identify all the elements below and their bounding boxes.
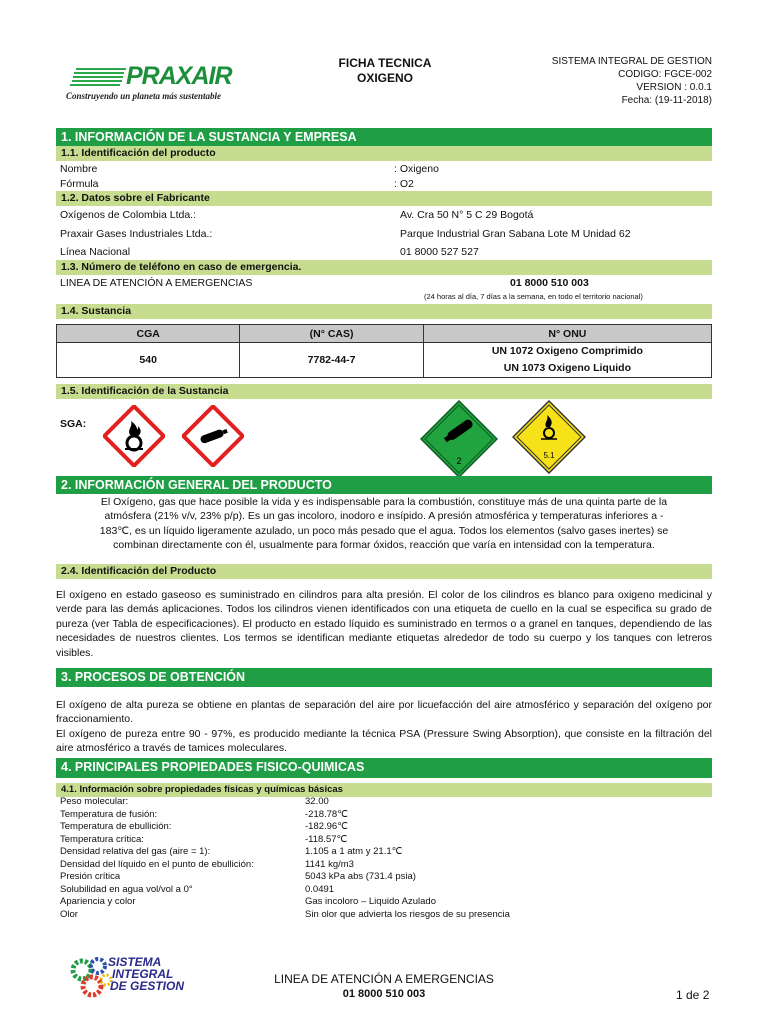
section-1-title: 1. INFORMACIÓN DE LA SUSTANCIA Y EMPRESA bbox=[56, 128, 712, 146]
property-label: Peso molecular: bbox=[60, 796, 129, 807]
list-item bbox=[60, 859, 510, 872]
cga-header: CGA bbox=[57, 325, 240, 343]
cas-header: (N° CAS) bbox=[240, 325, 423, 343]
property-value: 1141 kg/m3 bbox=[305, 858, 354, 870]
onu-value-1: UN 1072 Oxigeno Comprimido bbox=[491, 345, 643, 357]
manufacturer-1-address: Av. Cra 50 N° 5 C 29 Bogotá bbox=[400, 209, 534, 221]
subsection-4-1: 4.1. Información sobre propiedades físicas y químicas básicas bbox=[56, 783, 712, 797]
document-version: VERSION : 0.0.1 bbox=[636, 82, 712, 93]
subsection-1-5: 1.5. Identificación de la Sustancia bbox=[56, 384, 712, 399]
property-value: -182.96℃ bbox=[305, 821, 348, 832]
system-name: SISTEMA INTEGRAL DE GESTION bbox=[551, 56, 712, 67]
praxair-logo bbox=[66, 64, 256, 104]
general-info-paragraph bbox=[56, 495, 712, 553]
system-info bbox=[552, 55, 712, 107]
subsection-1-2: 1.2. Datos sobre el Fabricante bbox=[56, 191, 712, 206]
manufacturer-2-address: Parque Industrial Gran Sabana Lote M Unidad 62 bbox=[400, 228, 631, 240]
cas-value: 7782-44-7 bbox=[240, 343, 423, 378]
sistema-integral-logo bbox=[70, 954, 190, 1002]
logo-line-integral: INTEGRAL bbox=[112, 967, 174, 981]
subsection-1-1: 1.1. Identificación del producto bbox=[56, 146, 712, 161]
general-info-line-2: atmósfera (21% v/v, 23% p/p). Es un gas incoloro, inodoro e insípido. A presión atmosférica y temperaturas inferiores a - bbox=[104, 510, 664, 523]
onu-values bbox=[423, 343, 711, 378]
general-info-line-1: El Oxígeno, gas que hace posible la vida y es indispensable para la combustión, constituye más de una quinta parte de la bbox=[100, 496, 668, 508]
national-line-label: Línea Nacional bbox=[60, 246, 131, 258]
list-item bbox=[60, 846, 510, 859]
property-label: Solubilidad en agua vol/vol a 0° bbox=[60, 883, 193, 895]
list-item bbox=[60, 834, 510, 847]
properties-list bbox=[60, 796, 510, 921]
list-item bbox=[60, 796, 510, 809]
sga-label: SGA: bbox=[60, 418, 87, 430]
formula-label: Fórmula bbox=[60, 178, 99, 190]
product-identification-paragraph: El oxígeno en estado gaseoso es suministrado en cilindros para alta presión. El color de los cilindros es blanco para oxigeno medicinal y verde para las demás aplicaciones. Todos los cilindros vienen identificados con una etiqueta de cuello en la cual se especifica su grado de pureza (ver Tabla de especificaciones). El producto en estado líquido es suministrado en termos o a granel en tanques, dependiendo de las necesidades de nuestros clientes. Los termos se identifican mediante etiquetas alrededor de todo su cuerpo y los tanques con letreros visibles. bbox=[56, 589, 712, 659]
process-paragraph-2: El oxígeno de pureza entre 90 - 97%, es producido mediante la técnica PSA (Pressure Swing Absorption), que consiste en la filtración del aire atmosférico a través de tamices moleculares. bbox=[56, 728, 712, 755]
property-value: Sin olor que advierta los riesgos de su presencia bbox=[305, 908, 510, 920]
logo-line-sistema: SISTEMA bbox=[108, 955, 162, 969]
document-title bbox=[310, 56, 460, 86]
footer-emergency-label: LINEA DE ATENCIÓN A EMERGENCIAS bbox=[274, 972, 494, 986]
property-label: Olor bbox=[60, 908, 78, 920]
substance-table bbox=[56, 324, 712, 378]
section-4-title: 4. PRINCIPALES PROPIEDADES FISICO-QUIMICAS bbox=[56, 758, 712, 778]
praxair-slogan: Construyendo un planeta más sustentable bbox=[66, 91, 222, 101]
table-header-row bbox=[57, 325, 712, 343]
property-value: 1.105 a 1 atm y 21.1℃ bbox=[305, 846, 403, 857]
general-info-line-3: 183℃, es un líquido ligeramente azulado, un poco más pesado que el agua. Todos los elementos (salvo gases inertes) se bbox=[99, 524, 669, 537]
property-value: 32.00 bbox=[305, 796, 329, 807]
formula-value: : O2 bbox=[394, 178, 414, 190]
manufacturer-2-name: Praxair Gases Industriales Ltda.: bbox=[60, 228, 213, 240]
diamond-class-5-1-number: 5.1 bbox=[543, 451, 555, 460]
praxair-logo-text: PRAXAIR bbox=[126, 62, 232, 90]
emergency-line-number: 01 8000 510 003 bbox=[510, 277, 589, 289]
green-nonflammable-gas-diamond-icon bbox=[420, 400, 498, 478]
subsection-1-3: 1.3. Número de teléfono en caso de emergencia. bbox=[56, 260, 712, 275]
property-value: -218.78℃ bbox=[305, 808, 348, 820]
subsection-1-4: 1.4. Sustancia bbox=[56, 304, 712, 319]
emergency-line-note: (24 horas al día, 7 días a la semana, en todo el territorio nacional) bbox=[424, 292, 643, 301]
oxidizer-ghs-pictogram-icon bbox=[103, 405, 165, 467]
page-number: 1 de 2 bbox=[676, 988, 710, 1002]
list-item bbox=[60, 896, 510, 909]
document-date: Fecha: (19-11-2018) bbox=[621, 95, 712, 106]
yellow-oxidizer-diamond-icon bbox=[512, 400, 586, 474]
title-line-1: FICHA TECNICA bbox=[338, 56, 432, 70]
nombre-value: : Oxigeno bbox=[394, 163, 439, 175]
list-item bbox=[60, 909, 510, 922]
property-label: Temperatura de ebullición: bbox=[60, 821, 172, 832]
process-paragraph-1: El oxígeno de alta pureza se obtiene en plantas de separación del aire por licuefacción del aire atmosférico y separación del oxígeno por fraccionamiento. bbox=[56, 699, 712, 726]
property-label: Temperatura crítica: bbox=[60, 833, 144, 845]
table-row bbox=[57, 343, 712, 378]
section-3-title: 3. PROCESOS DE OBTENCIÓN bbox=[56, 668, 712, 687]
footer-emergency bbox=[234, 972, 534, 1000]
property-label: Densidad del líquido en el punto de ebullición: bbox=[60, 858, 254, 870]
logo-line-de-gestion: DE GESTION bbox=[110, 979, 185, 993]
footer-emergency-number: 01 8000 510 003 bbox=[342, 988, 426, 1000]
list-item bbox=[60, 884, 510, 897]
property-value: 0.0491 bbox=[305, 883, 335, 895]
property-value: Gas incoloro – Liquido Azulado bbox=[305, 896, 436, 907]
property-value: -118.57℃ bbox=[305, 833, 348, 845]
subsection-2-4: 2.4. Identificación del Producto bbox=[56, 564, 712, 579]
title-line-2: OXIGENO bbox=[356, 71, 413, 85]
property-value: 5043 kPa abs (731.4 psia) bbox=[305, 871, 416, 882]
section-2-title: 2. INFORMACIÓN GENERAL DEL PRODUCTO bbox=[56, 476, 712, 494]
list-item bbox=[60, 809, 510, 822]
national-line-number: 01 8000 527 527 bbox=[400, 246, 479, 258]
property-label: Apariencia y color bbox=[60, 896, 136, 907]
document-code: CODIGO: FGCE-002 bbox=[618, 69, 712, 80]
property-label: Densidad relativa del gas (aire = 1): bbox=[60, 846, 211, 857]
manufacturer-1-name: Oxígenos de Colombia Ltda.: bbox=[60, 209, 196, 221]
praxair-stripes-icon bbox=[70, 66, 128, 88]
emergency-line-label: LINEA DE ATENCIÓN A EMERGENCIAS bbox=[60, 277, 253, 289]
nombre-label: Nombre bbox=[60, 163, 98, 175]
property-label: Temperatura de fusión: bbox=[60, 808, 158, 820]
onu-value-2: UN 1073 Oxigeno Liquido bbox=[503, 362, 631, 374]
cga-value: 540 bbox=[57, 343, 240, 378]
list-item bbox=[60, 821, 510, 834]
gas-cylinder-ghs-pictogram-icon bbox=[182, 405, 244, 467]
onu-header: N° ONU bbox=[423, 325, 711, 343]
diamond-class-2-number: 2 bbox=[456, 456, 462, 466]
property-label: Presión crítica bbox=[60, 871, 121, 882]
list-item bbox=[60, 871, 510, 884]
general-info-line-4: combinan directamente con él, usualmente para formar óxidos, reacción que varía en intensidad con la temperatura. bbox=[113, 539, 655, 552]
